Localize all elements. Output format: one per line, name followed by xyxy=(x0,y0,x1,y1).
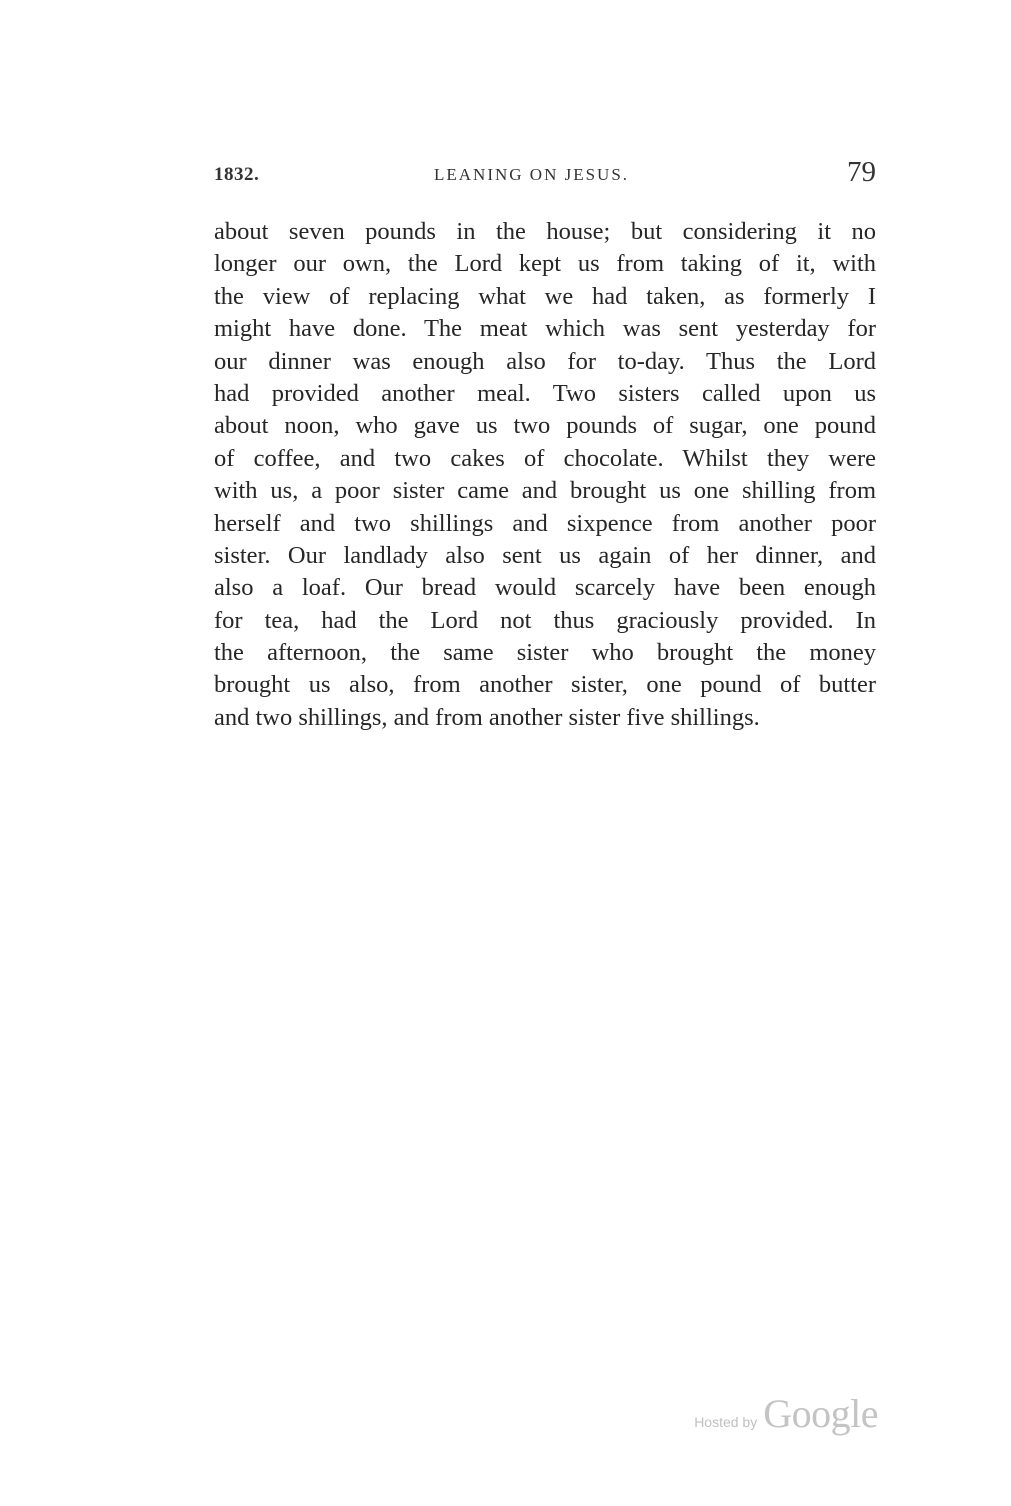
text-line: the view of replacing what we had taken, as formerly I xyxy=(214,282,876,310)
text-line: of coffee, and two cakes of chocolate. Whilst they were xyxy=(214,444,876,472)
text-line: our dinner was enough also for to-day. Thus the Lord xyxy=(214,347,876,375)
text-line: might have done. The meat which was sent yesterday for xyxy=(214,315,876,343)
running-head-year: 1832. xyxy=(214,164,260,185)
text-line: about noon, who gave us two pounds of sugar, one pound xyxy=(214,412,876,440)
text-line: and two shillings, and from another sister five shillings. xyxy=(214,703,760,731)
hosted-by-google-watermark xyxy=(694,1390,878,1437)
running-head-title: LEANING ON JESUS. xyxy=(434,165,630,184)
running-head xyxy=(214,156,876,190)
text-line: for tea, had the Lord not thus graciously provided. In xyxy=(214,606,876,634)
text-line: about seven pounds in the house; but considering it no xyxy=(214,218,876,245)
page-number: 79 xyxy=(847,156,876,188)
text-line: brought us also, from another sister, one pound of butter xyxy=(214,671,876,699)
text-line: sister. Our landlady also sent us again of her dinner, and xyxy=(214,541,876,569)
text-line: longer our own, the Lord kept us from taking of it, with xyxy=(214,250,876,278)
text-line: had provided another meal. Two sisters called upon us xyxy=(214,379,876,407)
body-paragraph xyxy=(214,216,876,734)
watermark-hosted-by: Hosted by xyxy=(694,1414,758,1430)
text-line: the afternoon, the same sister who brought the money xyxy=(214,639,876,667)
text-line: herself and two shillings and sixpence from another poor xyxy=(214,509,876,537)
text-line: with us, a poor sister came and brought us one shilling from xyxy=(214,477,876,505)
google-logo: Google xyxy=(763,1391,878,1436)
text-line: also a loaf. Our bread would scarcely have been enough xyxy=(214,574,876,602)
